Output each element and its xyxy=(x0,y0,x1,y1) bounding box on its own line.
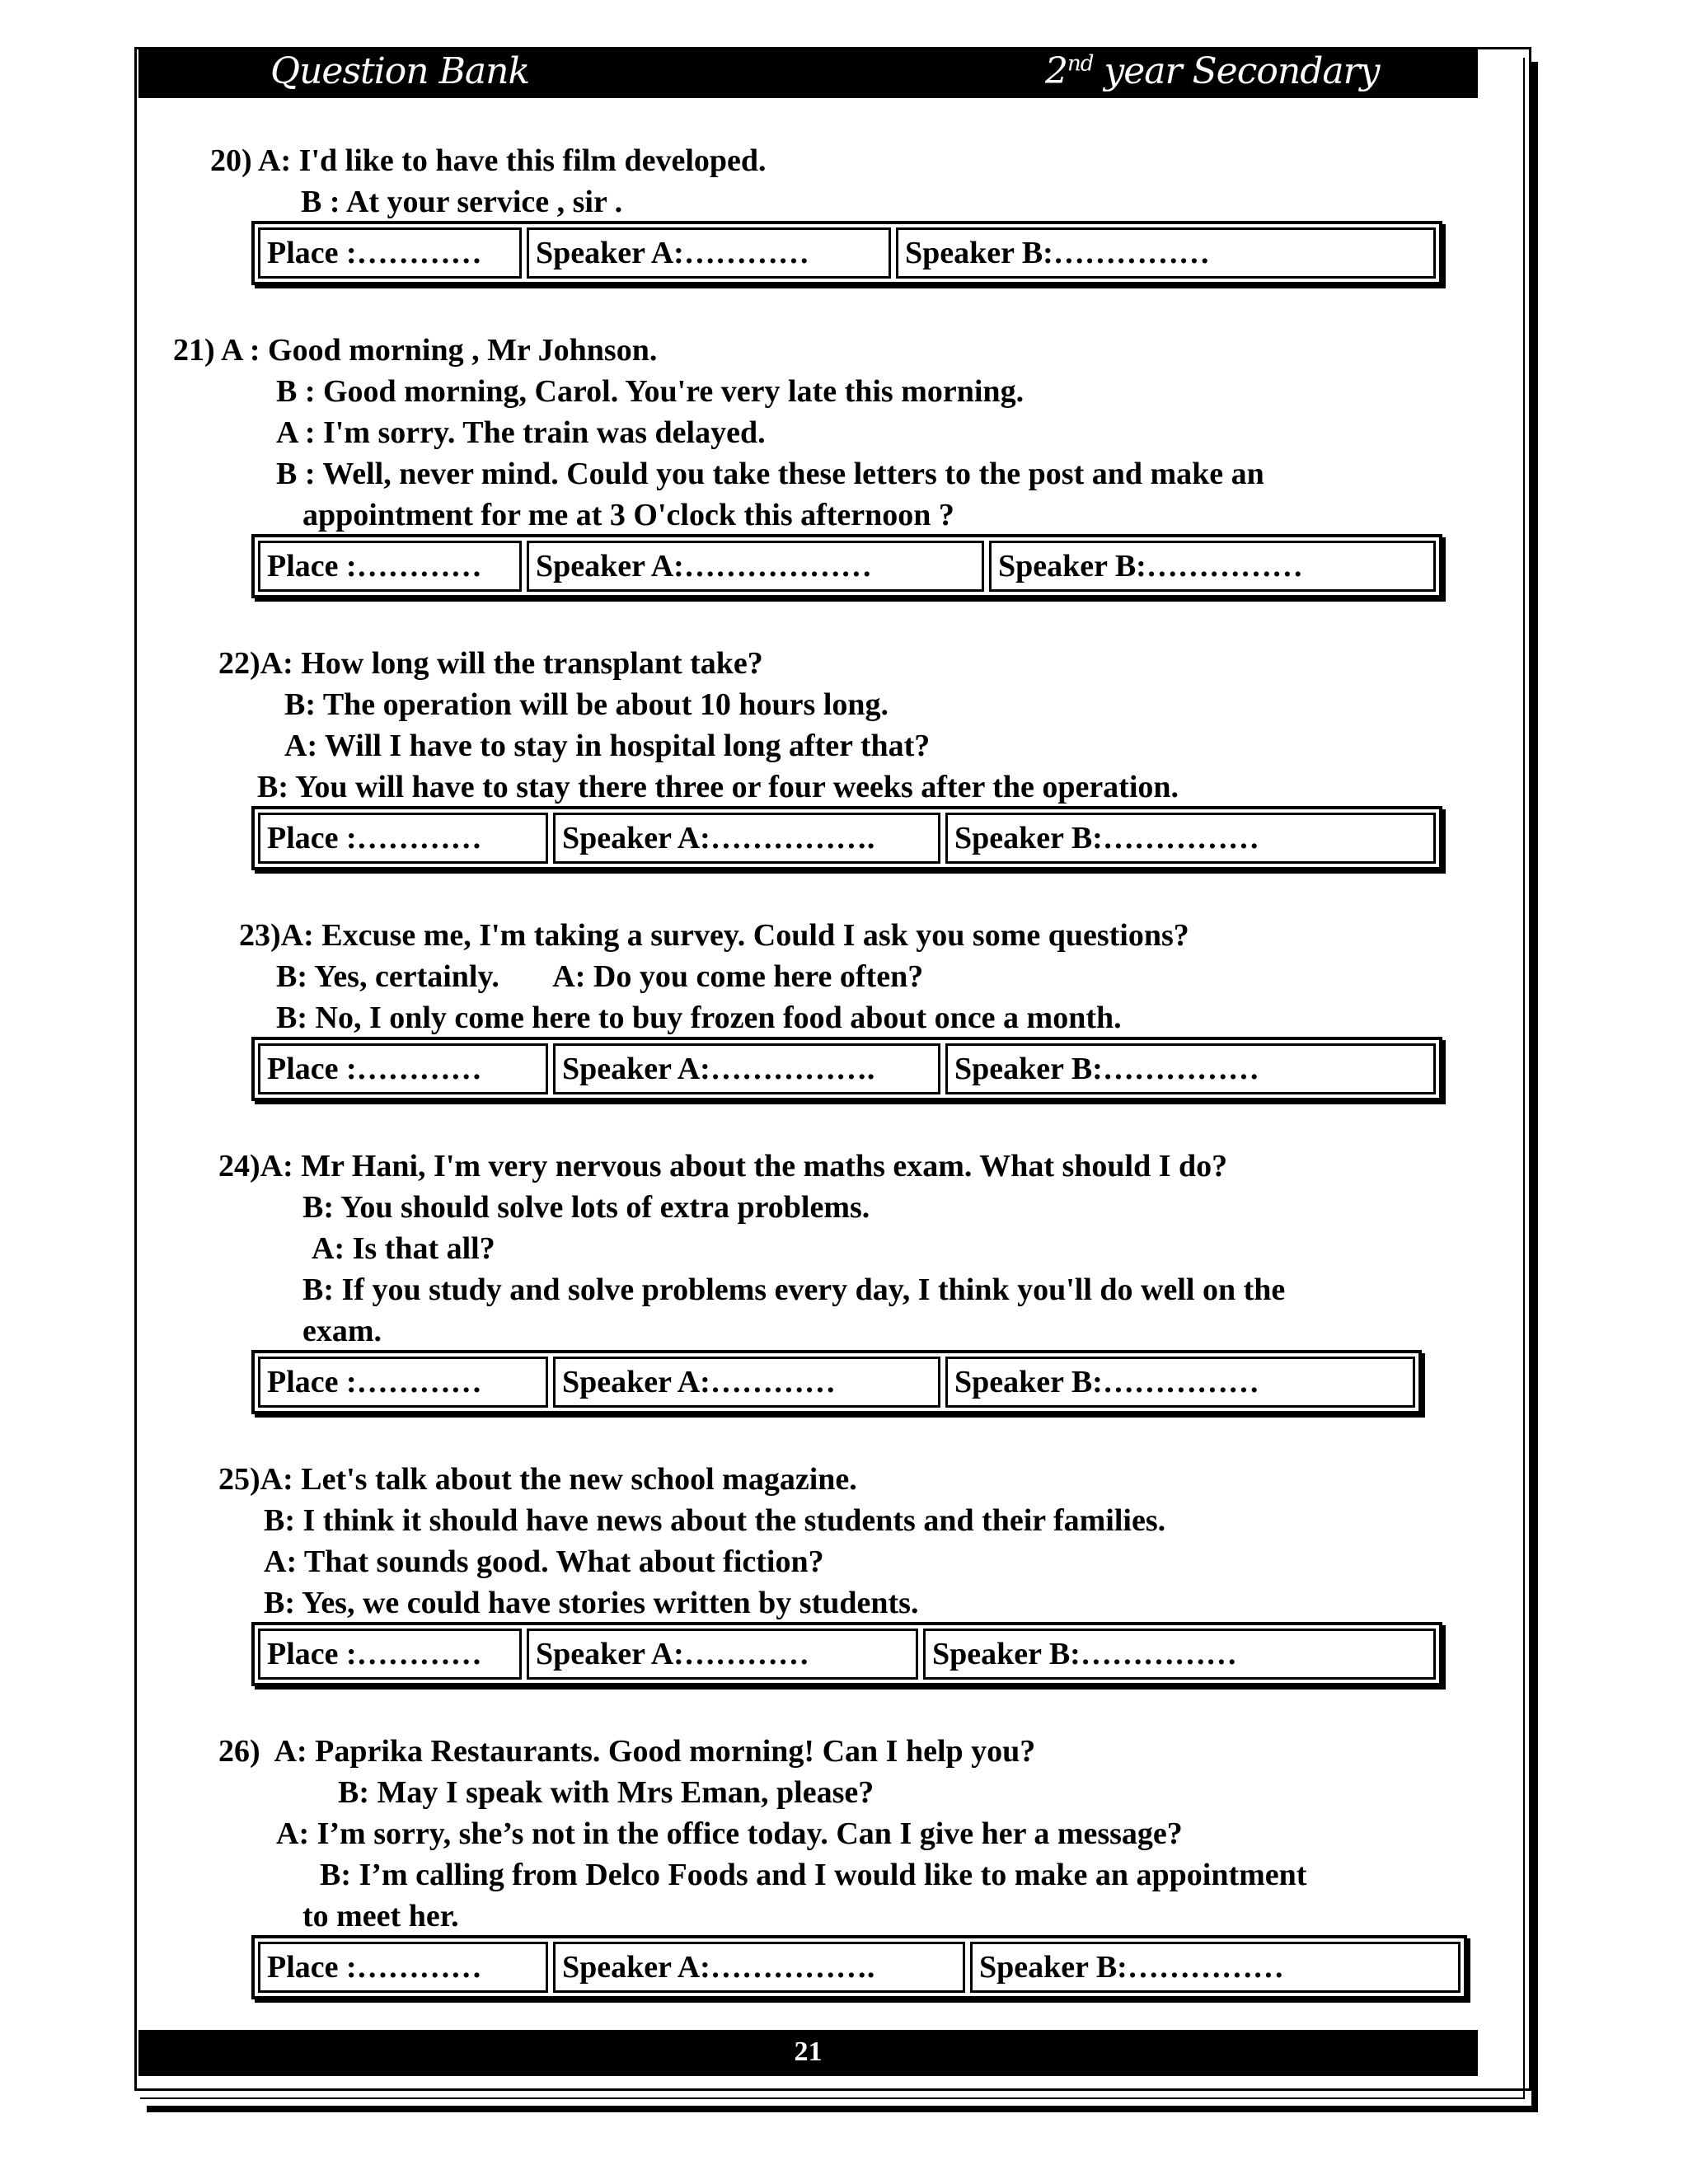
question-26-line-2: B: May I speak with Mrs Eman, please? xyxy=(338,1775,874,1810)
question-20-line-2: B : At your service , sir . xyxy=(301,185,623,219)
place-field[interactable]: Place :………… xyxy=(258,541,522,592)
place-field[interactable]: Place :………… xyxy=(258,813,548,864)
question-24-line-3: A: Is that all? xyxy=(312,1231,495,1266)
question-25-line-4: B: Yes, we could have stories written by students. xyxy=(264,1586,919,1620)
speaker-a-field[interactable]: Speaker A:……………. xyxy=(553,1043,940,1094)
question-22-line-2: B: The operation will be about 10 hours long. xyxy=(284,687,889,722)
answer-box-21 xyxy=(251,534,1442,598)
page-border-inner-bottom xyxy=(140,2097,1525,2099)
question-22-line-4: B: You will have to stay there three or four weeks after the operation. xyxy=(257,770,1179,804)
question-21-line-1: 21) A : Good morning , Mr Johnson. xyxy=(173,333,658,368)
question-22-line-3: A: Will I have to stay in hospital long after that? xyxy=(284,729,931,763)
question-25-line-2: B: I think it should have news about the students and their families. xyxy=(264,1503,1166,1538)
question-21-line-4: B : Well, never mind. Could you take these letters to the post and make an xyxy=(276,457,1264,491)
page-border-inner-right xyxy=(1523,58,1525,2097)
grade-text: year Secondary xyxy=(1104,50,1380,92)
speaker-a-field[interactable]: Speaker A:……………… xyxy=(527,541,984,592)
question-25-line-1: 25)A: Let's talk about the new school magazine. xyxy=(218,1462,857,1497)
speaker-b-field[interactable]: Speaker B:…………… xyxy=(945,813,1436,864)
page-number: 21 xyxy=(794,2036,823,2067)
place-field[interactable]: Place :………… xyxy=(258,1629,522,1680)
speaker-a-field[interactable]: Speaker A:……………. xyxy=(553,1942,965,1993)
speaker-b-field[interactable]: Speaker B:…………… xyxy=(945,1357,1415,1408)
header-title: Question Bank xyxy=(270,50,530,92)
grade-number: 2 xyxy=(1045,50,1067,92)
question-21-line-5: appointment for me at 3 O'clock this afternoon ? xyxy=(302,498,954,532)
answer-box-22 xyxy=(251,806,1442,870)
grade-ordinal: nd xyxy=(1067,51,1094,77)
footer-bar xyxy=(138,2030,1478,2076)
question-24-line-2: B: You should solve lots of extra problems. xyxy=(302,1190,870,1225)
speaker-b-field[interactable]: Speaker B:…………… xyxy=(945,1043,1436,1094)
speaker-a-field[interactable]: Speaker A:………… xyxy=(553,1357,940,1408)
answer-box-25 xyxy=(251,1622,1442,1686)
place-field[interactable]: Place :………… xyxy=(258,1043,548,1094)
question-26-line-5: to meet her. xyxy=(302,1899,459,1933)
place-field[interactable]: Place :………… xyxy=(258,227,522,279)
answer-box-24 xyxy=(251,1350,1422,1414)
speaker-a-field[interactable]: Speaker A:………… xyxy=(527,1629,918,1680)
speaker-a-field[interactable]: Speaker A:……………. xyxy=(553,813,940,864)
page-border-shadow-bottom xyxy=(147,2106,1538,2112)
question-24-line-4: B: If you study and solve problems every day, I think you'll do well on the xyxy=(302,1272,1286,1307)
page-border-shadow-right xyxy=(1531,62,1538,2111)
answer-box-20 xyxy=(251,221,1442,285)
question-26-line-1: 26) A: Paprika Restaurants. Good morning! Can I help you? xyxy=(218,1734,1036,1769)
question-26-line-3: A: I’m sorry, she’s not in the office today. Can I give her a message? xyxy=(276,1816,1183,1851)
question-24-line-5: exam. xyxy=(302,1314,382,1348)
question-23-line-1: 23)A: Excuse me, I'm taking a survey. Could I ask you some questions? xyxy=(239,918,1189,953)
question-22-line-1: 22)A: How long will the transplant take? xyxy=(218,646,763,681)
speaker-b-field[interactable]: Speaker B:…………… xyxy=(896,227,1436,279)
place-field[interactable]: Place :………… xyxy=(258,1942,548,1993)
question-23-line-3: B: No, I only come here to buy frozen food about once a month. xyxy=(276,1001,1122,1035)
question-24-line-1: 24)A: Mr Hani, I'm very nervous about the maths exam. What should I do? xyxy=(218,1149,1228,1183)
question-23-line-2: B: Yes, certainly. A: Do you come here often? xyxy=(276,959,924,994)
answer-box-26 xyxy=(251,1935,1467,1999)
place-field[interactable]: Place :………… xyxy=(258,1357,548,1408)
answer-box-23 xyxy=(251,1037,1442,1101)
header-bar xyxy=(138,47,1478,98)
header-grade xyxy=(1045,50,1379,92)
question-26-line-4: B: I’m calling from Delco Foods and I would like to make an appointment xyxy=(320,1858,1307,1892)
speaker-b-field[interactable]: Speaker B:…………… xyxy=(989,541,1436,592)
question-21-line-2: B : Good morning, Carol. You're very late this morning. xyxy=(276,374,1025,409)
speaker-a-field[interactable]: Speaker A:………… xyxy=(527,227,891,279)
speaker-b-field[interactable]: Speaker B:…………… xyxy=(970,1942,1461,1993)
question-20-line-1: 20) A: I'd like to have this film developed. xyxy=(210,143,767,178)
speaker-b-field[interactable]: Speaker B:…………… xyxy=(923,1629,1436,1680)
question-25-line-3: A: That sounds good. What about fiction? xyxy=(264,1544,824,1579)
question-21-line-3: A : I'm sorry. The train was delayed. xyxy=(276,415,766,450)
